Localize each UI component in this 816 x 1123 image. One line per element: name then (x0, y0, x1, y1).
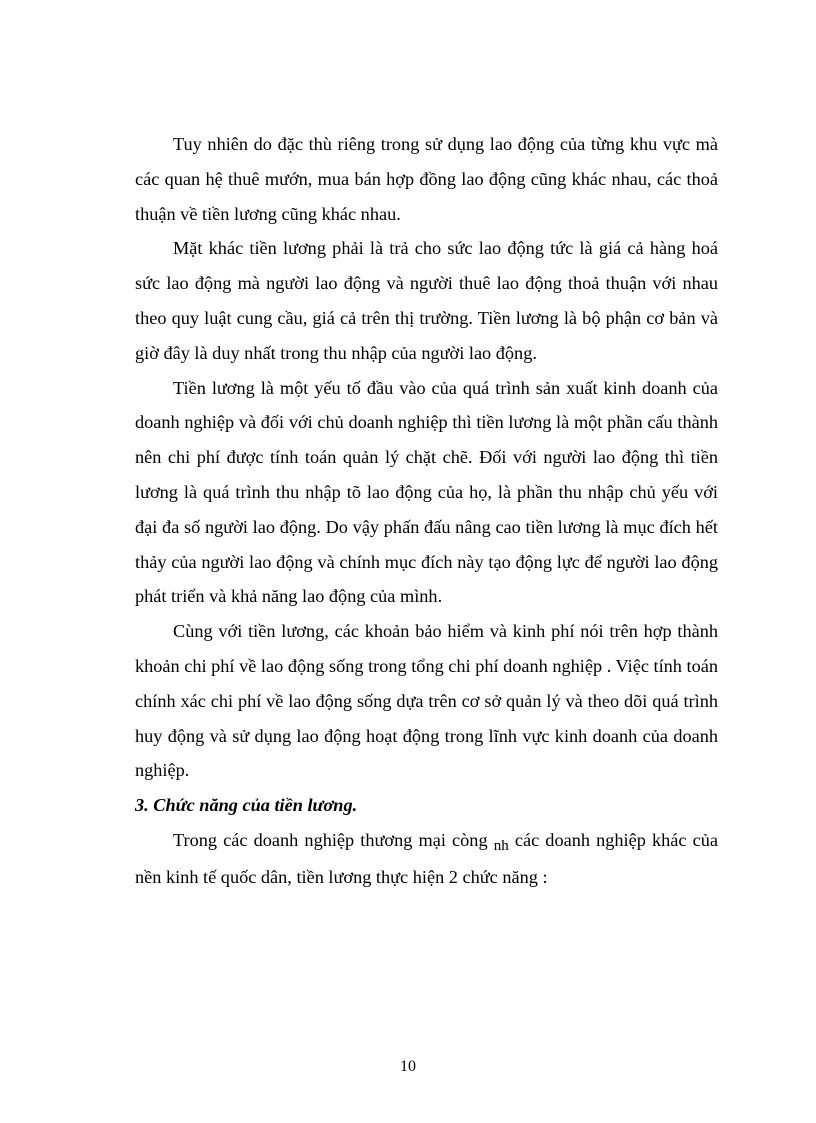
paragraph-5-start: Trong các doanh nghiệp thương mại còng (173, 829, 494, 850)
body-text (135, 127, 718, 895)
paragraph-5-end: các doanh nghiệp khác của nền kinh tế quốc dân, tiền lương thực hiện 2 chức năng : (135, 829, 718, 887)
paragraph-2: Mặt khác tiền lương phải là trả cho sức lao động tức là giá cả hàng hoá sức lao động mà người lao động và người thuê lao động thoả thuận với nhau theo quy luật cung cầu, giá cả trên thị trường. Tiền lương là bộ phận cơ bản và giờ đây là duy nhất trong thu nhập của người lao động. (135, 238, 718, 363)
paragraph-3: Tiền lương là một yếu tố đầu vào của quá trình sản xuất kinh doanh của doanh nghiệp và đối với chủ doanh nghiệp thì tiền lương là một phần cấu thành nên chi phí được tính toán quản lý chặt chẽ. Đối với người lao động thì tiền lương là quá trình thu nhập tõ lao động của họ, là phần thu nhập chủ yếu với đại đa số người lao động. Do vậy phấn đấu nâng cao tiền lương là mục đích hết thảy của người lao động và chính mục đích này tạo động lực để người lao động phát triển và khả năng lao động của mình. (135, 377, 718, 607)
paragraph-1: Tuy nhiên do đặc thù riêng trong sử dụng lao động của từng khu vực mà các quan hệ thuê mướn, mua bán hợp đồng lao động cũng khác nhau, các thoả thuận về tiền lương cũng khác nhau. (135, 134, 718, 224)
section-heading: 3. Chức năng của tiền lương. (135, 795, 358, 816)
paragraph-5 (135, 823, 718, 895)
paragraph-4: Cùng với tiền lương, các khoản bảo hiểm và kinh phí nói trên hợp thành khoản chi phí về lao động sống trong tổng chi phí doanh nghiệp . Việc tính toán chính xác chi phí về lao động sống dựa trên cơ sở quản lý và theo dõi quá trình huy động và sử dụng lao động hoạt động trong lĩnh vực kinh doanh của doanh nghiệp. (135, 621, 718, 781)
page-number: 10 (400, 1058, 416, 1075)
paragraph-5-subscript: nh (493, 837, 509, 854)
